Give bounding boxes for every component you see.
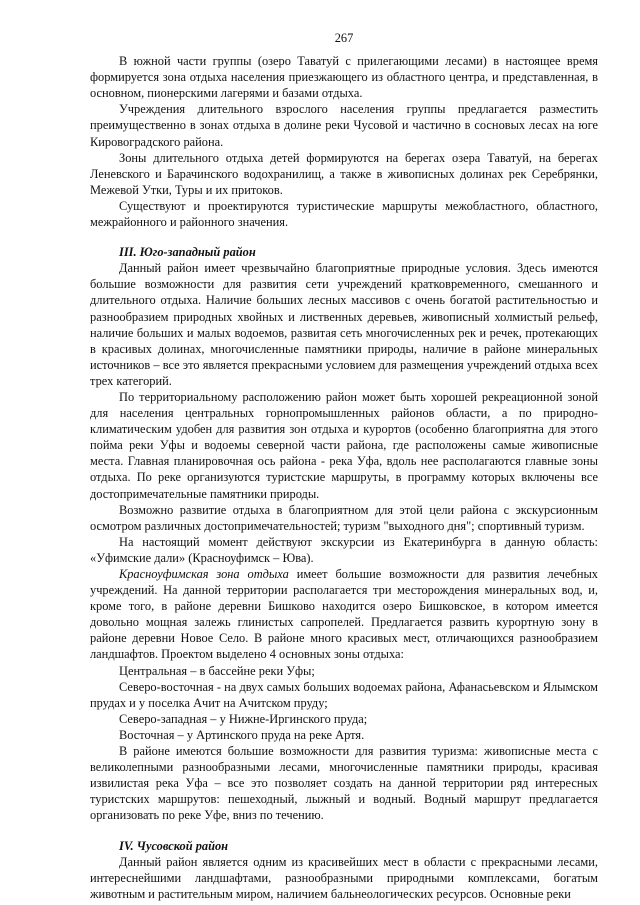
zone-item-northwest: Северо-западная – у Нижне-Иргинского пруда; [119, 711, 368, 726]
page-number: 267 [334, 31, 354, 45]
intro-paragraph-3: Зоны длительного отдыха детей формируются на берегах озера Таватуй, на берегах Леневского и Барачинского водохранилищ, а также в живописных долинах рек Серебрянки, Межевой Утки, Туры и их притоков. [90, 150, 598, 197]
section-heading-southwest: III. Юго-западный район [119, 245, 256, 260]
chusovoy-paragraph: Данный район является одним из красивейших мест в области с прекрасными лесами, интереснейшими ландшафтами, разнообразными природными комплексами, богатым животным и растительным миром, наличием бальнеологических ресурсов. Основные реки [90, 854, 598, 901]
krasnoufimsk-paragraph [90, 566, 598, 663]
zone-item-central: Центральная – в бассейне реки Уфы; [119, 663, 315, 678]
tourism-paragraph: В районе имеются большие возможности для развития туризма: живописные места с великолепными разнообразными лесами, многочисленные памятники природы, красивая извилистая река Уфа – все это позволяет создать на данной территории ряд интересных туристских маршрутов: пешеходный, лыжный и водный. Водный маршрут предлагается организовать по реке Уфе, вниз по течению. [90, 744, 598, 823]
document-page [90, 30, 598, 902]
zone-item-northeast: Северо-восточная - на двух самых больших водоемах района, Афанасьевском и Ялымском прудах и у поселка Ачит на Ачитском пруду; [90, 679, 598, 710]
southwest-paragraph-4: На настоящий момент действуют экскурсии из Екатеринбурга в данную область: «Уфимские дали» (Красноуфимск – Юва). [90, 534, 598, 565]
krasnoufimsk-text: имеет большие возможности для развития лечебных учреждений. На данной территории располагается три месторождения минеральных вод, и, кроме того, в районе деревни Бишково находится озеро Бишковское, в котором имеется довольно мощная залежь глинистых сапропелей. Предлагается развить курортную зону в районе деревни Новое Село. В районе много красивых мест, отличающихся разнообразием ландшафтов. Проектом выделено 4 основных зоны отдыха: [90, 567, 598, 662]
southwest-paragraph-1: Данный район имеет чрезвычайно благоприятные природные условия. Здесь имеются большие возможности для развития сети учреждений кратковременного, смешанного и длительного отдыха. Наличие больших лесных массивов с очень богатой растительностью и разнообразием природных хвойных и лиственных деревьев, живописный холмистый рельеф, наличие больших и малых водоемов, развитая сеть многочисленных рек и речек, протекающих в красивых долинах, многочисленные памятники природы, наличие в районе минеральных источников – все это является прекрасными условием для размещения учреждений отдыха всех трех категорий. [90, 261, 598, 388]
section-heading-chusovoy: IV. Чусовской район [119, 838, 229, 853]
zone-item-east: Восточная – у Артинского пруда на реке Артя. [119, 727, 365, 742]
southwest-paragraph-3: Возможно развитие отдыха в благоприятном для этой цели района с экскурсионным осмотром различных достопримечательностей; туризм "выходного дня"; спортивный туризм. [90, 502, 598, 533]
southwest-paragraph-2: По территориальному расположению район может быть хорошей рекреационной зоной для населения центральных горнопромышленных районов области, а по природно-климатическим удобен для развития зон отдыха и курортов (особенно благоприятна для этого пойма реки Уфы и водоемы северной части района, где расположены самые живописные места. Главная планировочная ось района - река Уфа, вдоль нее располагаются главные зоны отдыха. По реке организуются туристские маршруты, в программу которых включены все достопримечательные памятники природы. [90, 389, 598, 501]
intro-paragraph-1: В южной части группы (озеро Таватуй с прилегающими лесами) в настоящее время формируется зона отдыха населения приезжающего из областного центра, и представленная, в основном, пионерскими лагерями и базами отдыха. [90, 54, 598, 101]
krasnoufimsk-zone-term: Красноуфимская зона отдыха [119, 567, 289, 581]
intro-paragraph-4: Существуют и проектируются туристические маршруты межобластного, областного, межрайонного и районного значения. [90, 198, 598, 230]
intro-paragraph-2: Учреждения длительного взрослого населения группы предлагается разместить преимущественно в зонах отдыха в долине реки Чусовой и частично в сосновых лесах на юге Кировоградского района. [90, 102, 598, 149]
